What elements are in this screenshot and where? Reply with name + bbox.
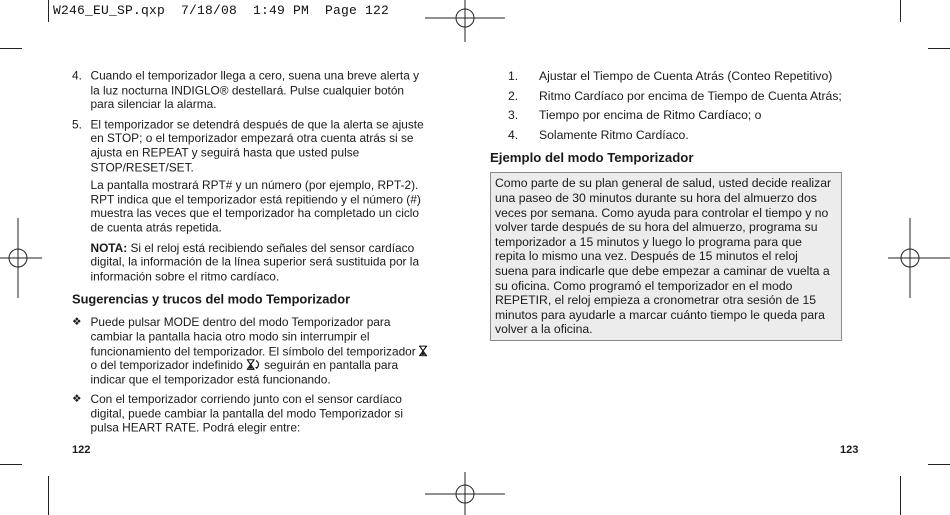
list-item: [490, 69, 842, 84]
list-item-text: Cuando el temporizador llega a cero, suena una breve alerta y la luz nocturna INDIGLO® destellará. Pulse cualquier botón para silenciar la alarma.: [90, 69, 420, 112]
registration-mark-icon: [425, 0, 505, 42]
list-item-text: Ritmo Cardíaco por encima de Tiempo de Cuenta Atrás;: [539, 88, 842, 103]
page-number-left: 122: [72, 444, 91, 456]
list-item-text: El temporizador se detendrá después de que la alerta se ajuste en STOP; o el temporizador empezará otra cuenta atrás si se ajusta en REPEAT y seguirá hasta que usted pulse STOP/RESET/SET.: [90, 117, 424, 174]
list-item-number: 3.: [508, 108, 519, 123]
crop-mark: [928, 48, 950, 49]
list-item: [72, 393, 430, 436]
list-item: [72, 69, 430, 112]
crop-mark: [48, 476, 49, 515]
section-heading-example: Ejemplo del modo Temporizador: [490, 150, 694, 166]
list-item-number: 5.: [72, 117, 82, 132]
list-item-text: Solamente Ritmo Cardíaco.: [539, 127, 689, 142]
print-slug: W246_EU_SP.qxp 7/18/08 1:49 PM Page 122: [53, 3, 390, 18]
hourglass-icon: [419, 345, 428, 356]
crop-mark: [48, 0, 49, 22]
list-item: [490, 128, 842, 143]
crop-mark: [900, 476, 901, 515]
bullet-text: seguirán en pantalla para indicar que el temporizador está funcionando.: [90, 358, 399, 387]
note-paragraph: [72, 241, 430, 284]
crop-mark: [900, 0, 901, 22]
list-item: [72, 117, 430, 174]
note-label: NOTA:: [90, 240, 128, 255]
diamond-bullet-icon: ❖: [72, 393, 82, 406]
list-item-text: Ajustar el Tiempo de Cuenta Atrás (Conteo Repetitivo): [539, 69, 833, 83]
list-item: [490, 89, 842, 104]
registration-mark-icon: [425, 472, 505, 515]
bullet-text: o del temporizador indefinido: [90, 358, 247, 372]
list-item: [490, 108, 842, 123]
list-item: [72, 316, 430, 387]
page-number-right: 123: [840, 444, 859, 456]
crop-mark: [0, 48, 22, 49]
list-item-number: 4.: [508, 127, 519, 142]
example-box: Como parte de su plan general de salud, usted decide realizar una paseo de 30 minutos durante su hora del almuerzo dos veces por semana. Como ayuda para controlar el tiempo y no volver tarde después de su hora del almuerzo, programa su temporizador a 15 minutos y luego lo programa para que repita lo mismo una vez. Después de 15 minutos el reloj suena para indicarle que debe empezar a caminar de vuelta a su oficina. Como programó el temporizador en el modo REPETIR, el reloj empieza a cronometrar otra sesión de 15 minutos para ayudarle a marcar cuánto tiempo le queda para volver a la oficina.: [490, 172, 842, 341]
list-item-number: 4.: [72, 69, 82, 83]
crop-mark: [928, 464, 950, 465]
list-item-text: Tiempo por encima de Ritmo Cardíaco; o: [539, 108, 762, 123]
left-page-column: [72, 69, 430, 441]
registration-mark-icon: [0, 218, 42, 298]
bullet-text: Puede pulsar MODE dentro del modo Temporizador para cambiar la pantalla hacia otro modo sin interrumpir el funcionamiento del temporizador. El símbolo del temporizador: [90, 315, 420, 358]
diamond-bullet-icon: ❖: [72, 316, 82, 329]
list-item-number: 2.: [508, 88, 519, 103]
crop-mark: [0, 464, 22, 465]
note-text: Si el reloj está recibiendo señales del sensor cardíaco digital, la información de la línea superior será sustituida por la información sobre el ritmo cardíaco.: [90, 240, 420, 283]
registration-mark-icon: [888, 218, 950, 298]
rpt-paragraph: La pantalla mostrará RPT# y un número (por ejemplo, RPT-2). RPT indica que el temporizador está repitiendo y el número (#) muestra las veces que el temporizador ha completado un ciclo de cuenta atrás repetida.: [90, 178, 421, 235]
right-page-column: [490, 69, 842, 341]
section-heading-tips: Sugerencias y trucos del modo Temporizador: [72, 292, 351, 307]
list-item-number: 1.: [508, 69, 519, 83]
hourglass-repeat-icon: [246, 359, 261, 370]
bullet-text: Con el temporizador corriendo junto con el sensor cardíaco digital, puede cambiar la pantalla del modo Temporizador si pulsa HEART RATE. Podrá elegir entre:: [90, 392, 404, 435]
